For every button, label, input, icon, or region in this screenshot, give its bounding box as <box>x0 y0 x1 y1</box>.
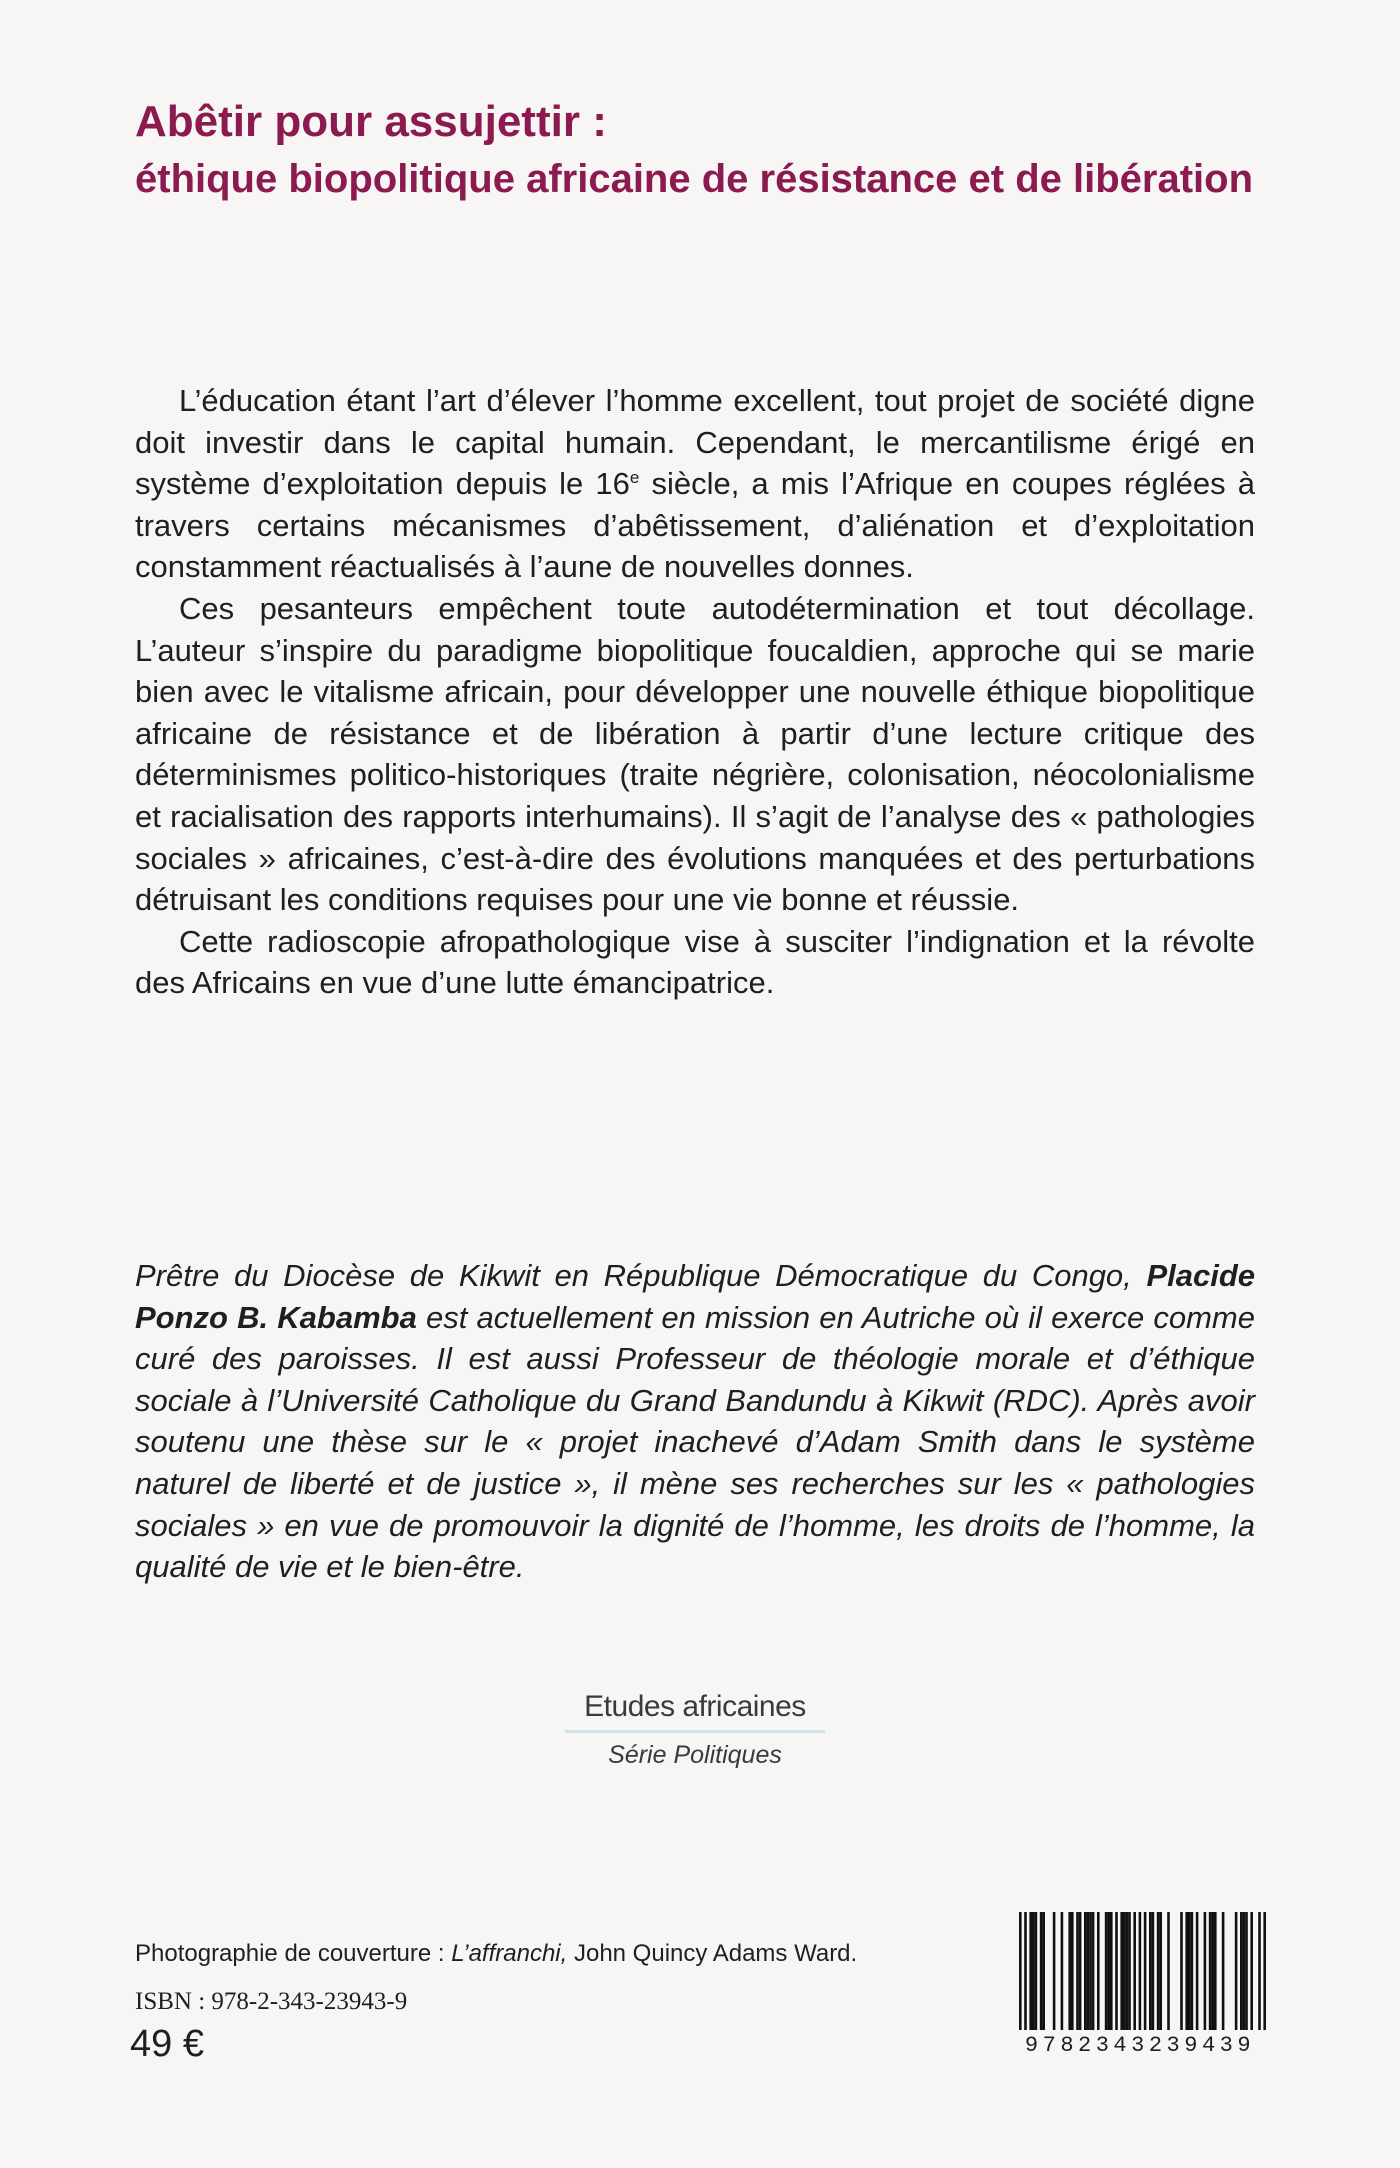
barcode-bar <box>1126 1912 1129 2030</box>
barcode-bar <box>1211 1912 1214 2030</box>
barcode-bar <box>1110 1912 1113 2030</box>
barcode-bar <box>1139 1912 1142 2030</box>
barcode-bar <box>1068 1912 1071 2030</box>
barcode-bar <box>1204 1912 1207 2030</box>
barcode-bar <box>1024 1912 1027 2030</box>
barcode-bar <box>1061 1912 1064 2030</box>
price: 49 € <box>130 2023 204 2065</box>
ordinal-superscript: e <box>629 468 640 488</box>
barcode-bars <box>1005 1912 1275 2032</box>
barcode-bar <box>1035 1912 1038 2030</box>
barcode-bar <box>1214 1912 1217 2030</box>
summary <box>135 380 1255 1004</box>
barcode-bar <box>1089 1912 1092 2030</box>
barcode-bar <box>1133 1912 1136 2030</box>
barcode <box>1005 1912 1275 2062</box>
summary-paragraph-3: Cette radioscopie afropathologique vise à susciter l’indignation et la révolte des Africains en vue d’une lutte émancipatrice. <box>135 923 1255 1001</box>
author-bio: Prêtre du Diocèse de Kikwit en République Démocratique du Congo, Placide Ponzo B. Kabamba est actuellement en mission en Autriche où il exerce comme curé des paroisses. Il est aussi Professeur de théologie morale et d’éthique sociale à l’Université Catholique du Grand Bandundu à Kikwit (RDC). Après avoir soutenu une thèse sur le « projet inachevé d’Adam Smith dans le système naturel de liberté et de justice », il mène ses recherches sur les « pathologies sociales » en vue de promouvoir la dignité de l’homme, les droits de l’homme, la qualité de vie et le bien-être. <box>135 1258 1256 1585</box>
barcode-bar <box>1240 1912 1243 2030</box>
summary-paragraph-2: Ces pesanteurs empêchent toute autodétermination et tout décollage. L’auteur s’inspire du paradigme biopolitique foucaldien, approche qui se marie bien avec le vitalisme africain, pour développer une nouvelle éthique biopolitique africaine de résistance et de libération à partir d’une lecture critique des déterminismes politico-historiques (traite négrière, colonisation, néocolonialisme et racialisation des rapports interhumains). Il s’agit de l’analyse des « pathologies sociales » africaines, c’est-à-dire des évolutions manquées et des perturbations détruisant les conditions requises pour une vie bonne et réussie. <box>135 590 1255 918</box>
barcode-bar <box>1092 1912 1095 2030</box>
barcode-bar <box>1180 1912 1183 2030</box>
barcode-bar <box>1084 1912 1087 2030</box>
barcode-bar <box>1071 1912 1074 2030</box>
barcode-bar <box>1149 1912 1152 2030</box>
barcode-bar <box>1235 1912 1238 2030</box>
barcode-bar <box>1185 1912 1188 2030</box>
author-name: Placide Ponzo B. Kabamba <box>135 1258 1255 1335</box>
barcode-bar <box>1097 1912 1100 2030</box>
barcode-bar <box>1250 1912 1253 2030</box>
barcode-bar <box>1258 1912 1261 2030</box>
barcode-digits: 9782343239439 <box>1024 2033 1256 2058</box>
title-block <box>135 95 1315 205</box>
series-name: Etudes africaines <box>584 1690 806 1723</box>
barcode-bar <box>1196 1912 1199 2030</box>
barcode-bar <box>1245 1912 1248 2030</box>
barcode-bar <box>1087 1912 1090 2030</box>
barcode-bar <box>1188 1912 1191 2030</box>
barcode-bar <box>1029 1912 1032 2030</box>
barcode-bar <box>1152 1912 1155 2030</box>
barcode-bar <box>1263 1912 1266 2030</box>
isbn: ISBN : 978-2-343-23943-9 <box>135 1988 408 2015</box>
barcode-bar <box>1076 1912 1079 2030</box>
barcode-bar <box>1243 1912 1246 2030</box>
barcode-bar <box>1128 1912 1131 2030</box>
barcode-bar <box>1105 1912 1108 2030</box>
barcode-bar <box>1107 1912 1110 2030</box>
barcode-bar <box>1053 1912 1056 2030</box>
series-logo <box>565 1690 825 1770</box>
photo-credit: Photographie de couverture : L’affranchi, John Quincy Adams Ward. <box>135 1940 858 1967</box>
barcode-bar <box>1040 1912 1043 2030</box>
barcode-bar <box>1032 1912 1035 2030</box>
book-title: Abêtir pour assujettir : <box>135 97 607 146</box>
book-subtitle: éthique biopolitique africaine de résistance et de libération <box>135 157 1254 201</box>
barcode-bar <box>1120 1912 1123 2030</box>
barcode-bar <box>1222 1912 1225 2030</box>
barcode-bar <box>1042 1912 1045 2030</box>
barcode-bar <box>1191 1912 1194 2030</box>
barcode-bar <box>1115 1912 1118 2030</box>
artwork-title: L’affranchi, <box>451 1940 568 1967</box>
barcode-bar <box>1144 1912 1147 2030</box>
series-divider <box>565 1730 825 1733</box>
summary-paragraph-1: L’éducation étant l’art d’élever l’homme excellent, tout projet de société digne doit investir dans le capital humain. Cependant, le mercantilisme érigé en système d’exploitation depuis le 16e siècle, a mis l’Afrique en coupes réglées à travers certains mécanismes d’abêtissement, d’aliénation et d’exploitation constamment réactualisés à l’aune de nouvelles donnes. <box>135 383 1255 585</box>
barcode-bar <box>1123 1912 1126 2030</box>
barcode-bar <box>1159 1912 1162 2030</box>
barcode-bar <box>1019 1912 1022 2030</box>
series-subtitle: Série Politiques <box>608 1741 782 1769</box>
barcode-bar <box>1079 1912 1082 2030</box>
barcode-bar <box>1167 1912 1170 2030</box>
barcode-bar <box>1209 1912 1212 2030</box>
barcode-bar <box>1157 1912 1160 2030</box>
